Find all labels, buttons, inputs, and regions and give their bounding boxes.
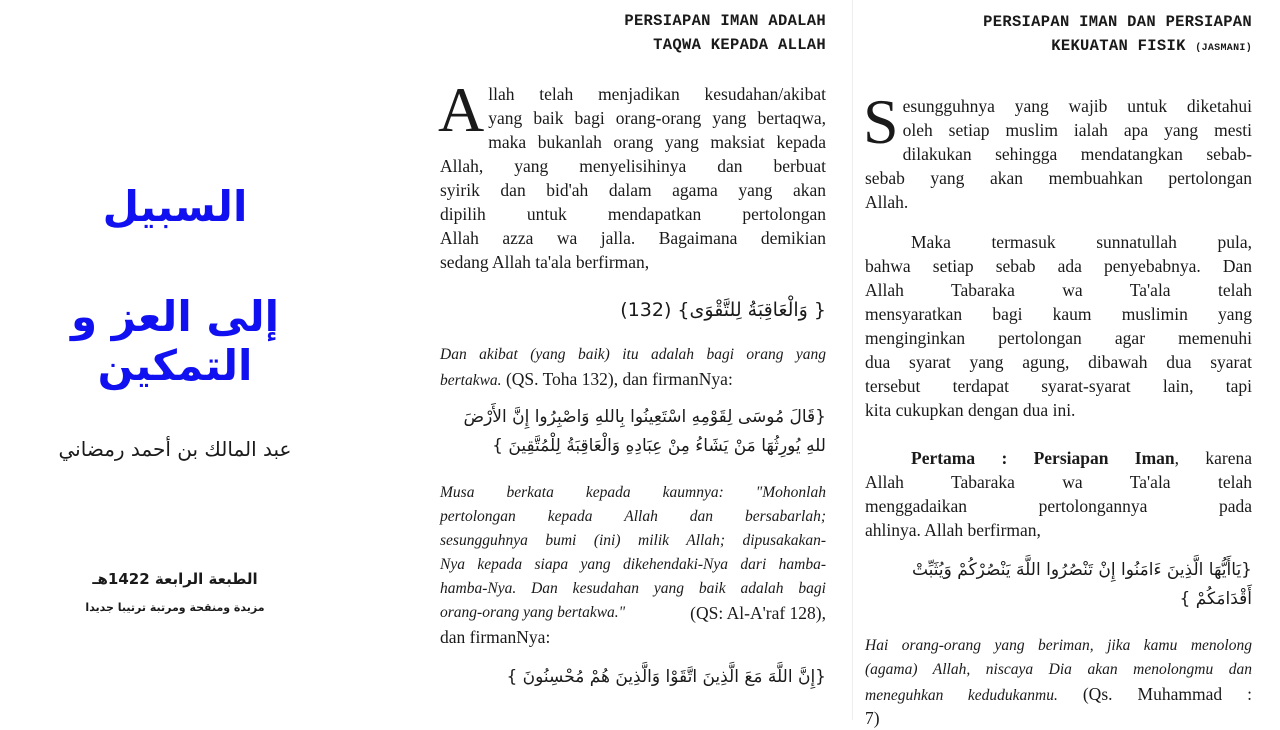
text-line: dan firmanNya: (440, 627, 551, 647)
text-line: esungguhnya yang wajib untuk diketahui (902, 96, 1252, 116)
text-line: menggadaikan pertolongannya pada (865, 496, 1252, 516)
text-line: Maka termasuk sunnatullah pula, (911, 232, 1252, 252)
text-line: mensyaratkan bagi kaum muslimin yang (865, 304, 1252, 324)
verse-translation (440, 343, 826, 391)
text-line: Allah Tabaraka wa Ta'ala telah (865, 280, 1252, 300)
heading-line: KEKUATAN FISIK (1051, 37, 1186, 55)
drop-cap: A (438, 74, 485, 145)
right-page (865, 0, 1252, 730)
text-line: tersebut terdapat syarat-syarat lain, tapi (865, 376, 1252, 396)
cover-author: عبد المالك بن أحمد رمضاني (58, 437, 292, 461)
paragraph (865, 230, 1252, 422)
text-line: Allah Tabaraka wa Ta'ala telah (865, 472, 1252, 492)
heading-line: PERSIAPAN IMAN DAN PERSIAPAN (983, 13, 1252, 31)
text-line: Dan akibat (yang baik) itu adalah bagi orang yang (440, 346, 826, 363)
text-line: Hai orang-orang yang beriman, jika kamu menolong (865, 637, 1252, 654)
verse-reference: (QS. Toha 132), dan firmanNya: (501, 369, 733, 389)
section-heading (865, 10, 1252, 61)
cover-edition-note: مزيدة ومنقحة ومرتبة ترتيبا جديدا (85, 601, 265, 614)
text-line: Allah azza wa jalla. Bagaimana demikian (440, 228, 826, 248)
heading-line: PERSIAPAN IMAN ADALAH (624, 12, 826, 30)
text-line: (agama) Allah, niscaya Dia akan menolongmu dan (865, 661, 1252, 678)
text-line: sebab yang akan membuahkan pertolongan (865, 168, 1252, 188)
text-line (865, 446, 1252, 470)
paragraph-lines (863, 86, 1252, 214)
paragraph-lines (865, 230, 1252, 422)
text-line: yang baik bagi orang-orang yang bertaqwa, (488, 108, 826, 128)
text-line: bahwa setiap sebab ada penyebabnya. Dan (865, 256, 1252, 276)
text-line (440, 367, 826, 391)
text-line: menginginkan pertolongan agar memenuhi (865, 328, 1252, 348)
paragraph-lines (438, 74, 826, 274)
text-line: ahlinya. Allah berfirman, (865, 520, 1041, 540)
text-line: oleh setiap muslim ialah apa yang mesti (902, 120, 1252, 140)
verse-reference: (Qs. Muhammad : (1057, 684, 1252, 704)
section-heading (440, 9, 826, 57)
paragraph (863, 86, 1252, 214)
heading-note: (JASMANI) (1195, 43, 1252, 54)
text-line (865, 682, 1252, 706)
text-line: Allah, yang menyelisihinya dan berbuat (440, 156, 826, 176)
text-line: 7) (865, 708, 880, 728)
middle-page (440, 0, 826, 692)
quran-verse: {إِنَّ اللَّهَ مَعَ الَّذِينَ اتَّقَوْا وَالَّذِينَ هُمْ مُحْسِنُونَ } (506, 667, 826, 687)
text: , karena (1174, 448, 1252, 468)
verse-translation (865, 634, 1252, 730)
text-line: orang-orang yang bertakwa." (440, 604, 626, 621)
text-line: maka bukanlah orang yang maksiat kepada (488, 132, 826, 152)
drop-cap: S (863, 86, 899, 157)
text-line: Nya kepada siapa yang dikehendaki-Nya dari hamba- (440, 556, 826, 573)
text-line: hamba-Nya. Dan kesudahan yang baik adalah bagi (440, 580, 826, 597)
translation-text: bertakwa. (440, 372, 502, 389)
text-line: kita cukupkan dengan dua ini. (865, 400, 1076, 420)
quran-verse: { وَالْعَاقِبَةُ لِلتَّقْوَى} (132) (620, 299, 826, 321)
text-line: llah telah menjadikan kesudahan/akibat (488, 84, 826, 104)
text-line: Allah. (865, 192, 909, 212)
quran-verse: {قَالَ مُوسَى لِقَوْمِهِ اسْتَعِينُوا بِاللهِ وَاصْبِرُوا إِنَّ الأَرْضَ للهِ يُورِثُهَا مَنْ يَشَاءُ مِنْ عِبَادِهِ وَالْعَاقِبَةُ لِلْمُتَّقِينَ } (463, 407, 826, 456)
text-line: dua syarat yang agung, dibawah dua syarat (865, 352, 1252, 372)
text-line: dipilih untuk mendapatkan pertolongan (440, 204, 826, 224)
text-line: dilakukan sehingga mendatangkan sebab- (902, 144, 1252, 164)
translation-text: meneguhkan kedudukanmu. (865, 687, 1058, 704)
cover-title-line2: إلى العز و التمكين (70, 292, 279, 390)
text-line: sedang Allah ta'ala berfirman, (440, 252, 650, 272)
text-line: pertolongan kepada Allah dan bersabarlah; (440, 508, 826, 525)
text-line: Musa berkata kepada kaumnya: "Mohonlah (440, 484, 826, 501)
cover-edition: الطبعة الرابعة 1422هـ (92, 570, 258, 588)
paragraph (865, 446, 1252, 542)
paragraph-lines (865, 470, 1252, 542)
verse-reference: (QS: Al-A'raf 128), (690, 603, 826, 623)
text-line: sesungguhnya bumi (ini) milik Allah; dipusakakan- (440, 532, 826, 549)
text-line: syirik dan bid'ah dalam agama yang akan (440, 180, 826, 200)
paragraph (438, 74, 826, 274)
heading-line: TAQWA KEPADA ALLAH (653, 36, 826, 54)
book-cover (0, 0, 420, 720)
page-divider (852, 0, 853, 720)
cover-title-line1: السبيل (102, 182, 248, 231)
bold-term: Pertama : Persiapan Iman (911, 448, 1175, 468)
quran-verse: {يَاأَيُّهَا الَّذِينَ ءَامَنُوا إِنْ تَنْصُرُوا اللَّهَ يَنْصُرْكُمْ وَيُثَبِّتْ أَقْدَامَكُمْ } (911, 560, 1252, 609)
